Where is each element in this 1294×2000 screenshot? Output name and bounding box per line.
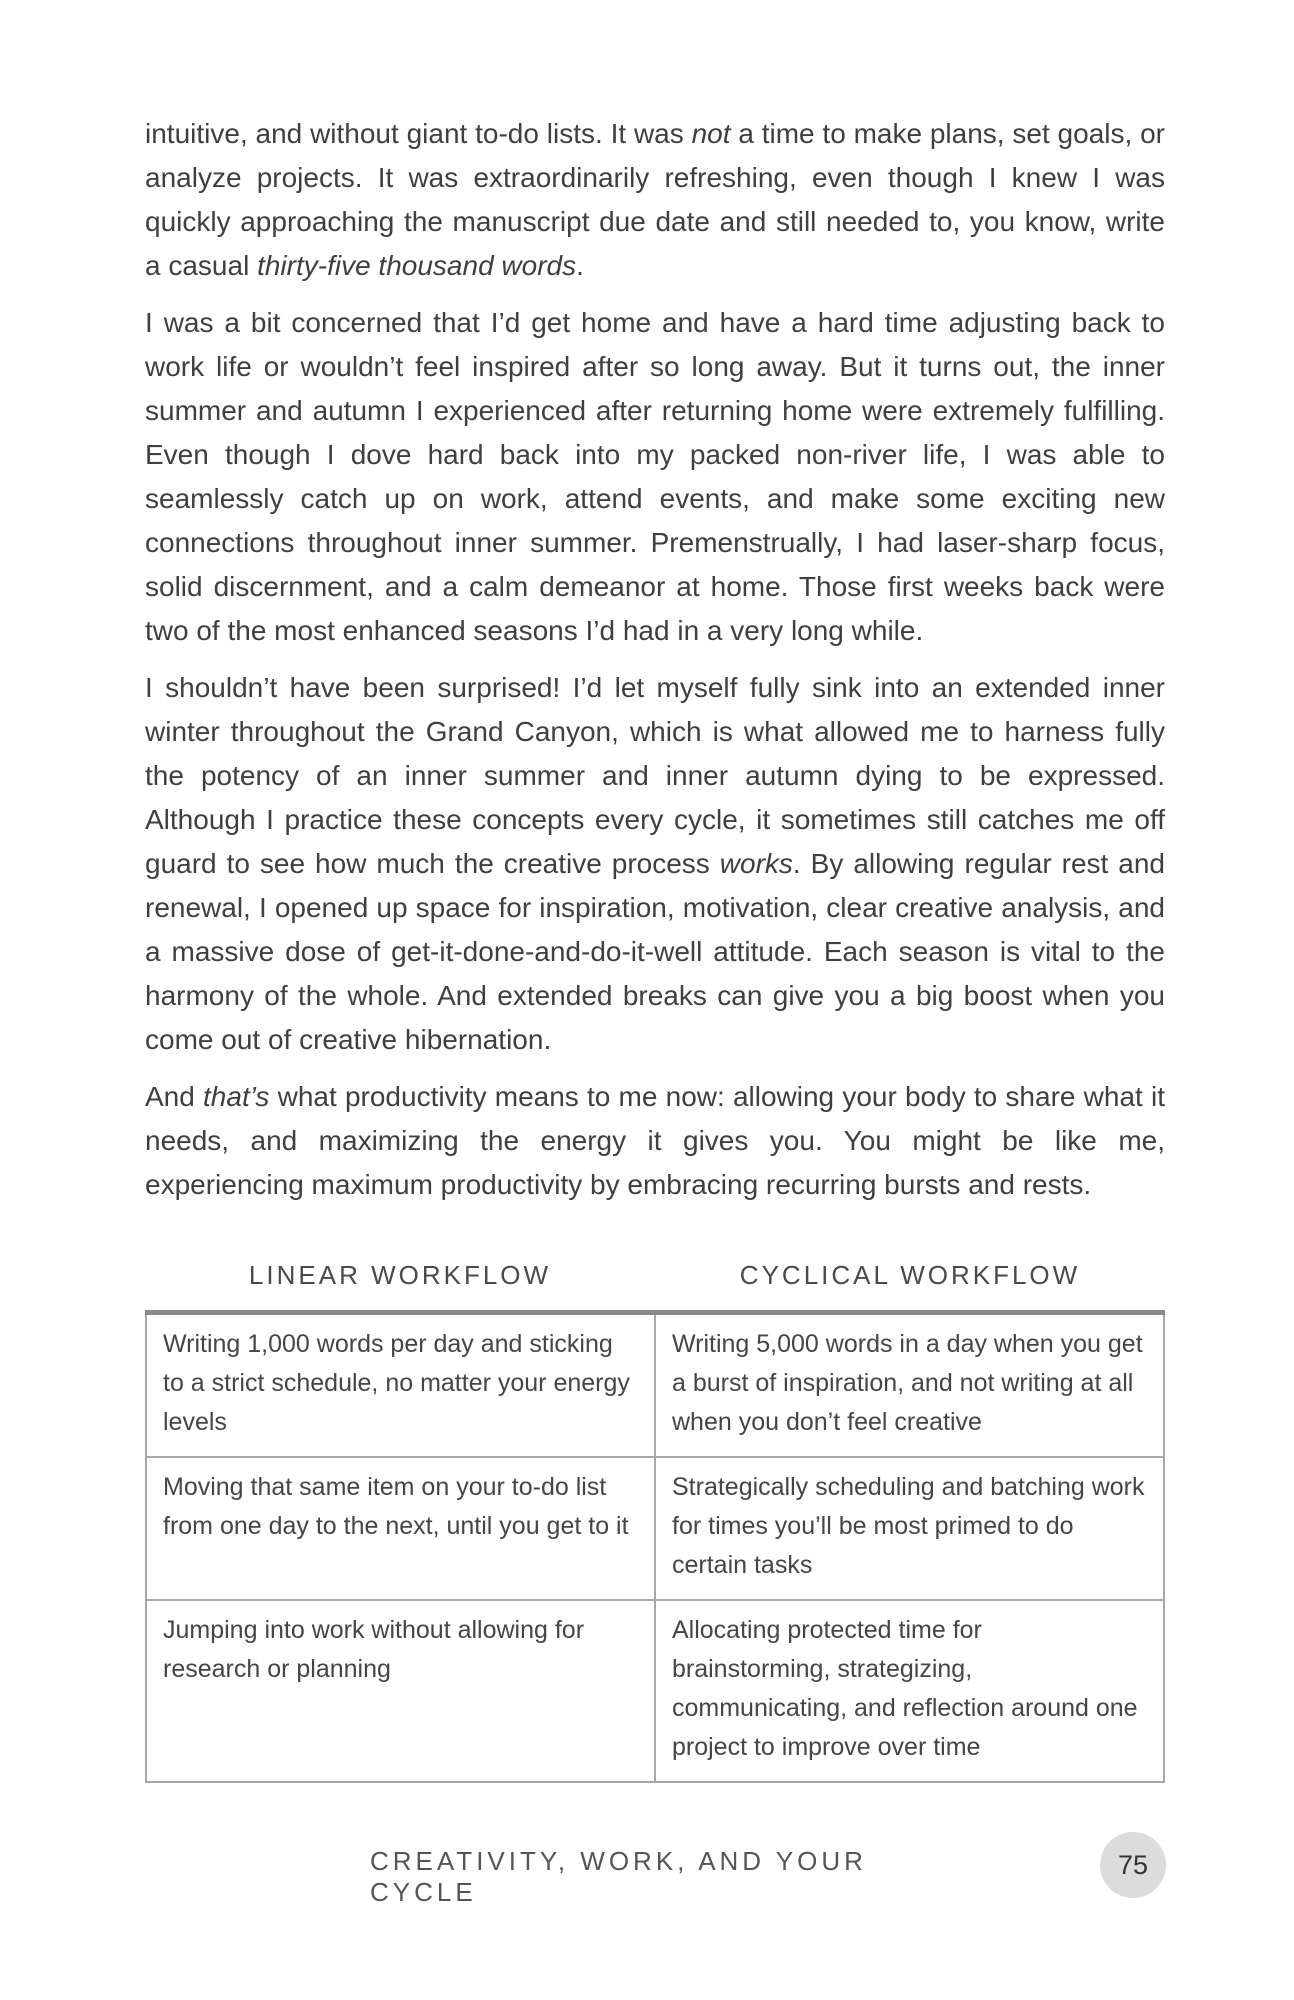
- paragraph-3-text-c: . By allowing regular rest and renewal, I opened up space for inspiration, motivation, clear creative analysis, and a massive dose of get-it-done-and-do-it-well attitude. Each season is vital to the harmony of the whole. And extended breaks can give you a big boost when you come out of creative hibernation.: [145, 848, 1165, 1055]
- paragraph-3-text-a: I shouldn’t have been surprised! I’d let myself fully sink into an extended inner winter throughout the Grand Canyon, which is what allowed me to harness fully the potency of an inner summer and inner autumn dying to be expressed. Although I practice these concepts every cycle, it sometimes still catches me off guard to see how much the creative process: [145, 672, 1165, 879]
- paragraph-1-text-e: .: [576, 250, 584, 281]
- table-row: [146, 1600, 1164, 1782]
- linear-cell: Moving that same item on your to-do list from one day to the next, until you get to it: [146, 1457, 655, 1600]
- table-row: [146, 1457, 1164, 1600]
- body-text: [145, 112, 1165, 1220]
- linear-cell: Jumping into work without allowing for research or planning: [146, 1600, 655, 1782]
- header-linear-workflow: LINEAR WORKFLOW: [248, 1259, 552, 1290]
- comparison-grid: [145, 1310, 1165, 1783]
- cyclical-cell: Allocating protected time for brainstorming, strategizing, communicating, and reflection around one project to improve over time: [655, 1600, 1164, 1782]
- linear-cell: Writing 1,000 words per day and sticking to a strict schedule, no matter your energy levels: [146, 1313, 655, 1458]
- page-number-badge: [1100, 1832, 1166, 1898]
- header-cyclical-workflow: CYCLICAL WORKFLOW: [739, 1259, 1081, 1290]
- table-header-row: [145, 1240, 1165, 1310]
- paragraph-2: I was a bit concerned that I’d get home and have a hard time adjusting back to work life or wouldn’t feel inspired after so long away. But it turns out, the inner summer and autumn I experienced after returning home were extremely fulfilling. Even though I dove hard back into my packed non-river life, I was able to seamlessly catch up on work, attend events, and make some exciting new connections throughout inner summer. Premenstrually, I had laser-sharp focus, solid discernment, and a calm demeanor at home. Those first weeks back were two of the most enhanced seasons I’d had in a very long while.: [145, 307, 1165, 646]
- paragraph-4-text-a: And: [145, 1081, 204, 1112]
- paragraph-1: [145, 112, 1165, 288]
- paragraph-4-text-c: what productivity means to me now: allowing your body to share what it needs, and maximizing the energy it gives you. You might be like me, experiencing maximum productivity by embracing recurring bursts and rests.: [145, 1081, 1165, 1200]
- workflow-comparison-table: [145, 1240, 1165, 1783]
- cyclical-cell: Strategically scheduling and batching work for times you’ll be most primed to do certain tasks: [655, 1457, 1164, 1600]
- page-number: 75: [1117, 1849, 1149, 1880]
- running-footer-title: CREATIVITY, WORK, AND YOUR CYCLE: [370, 1846, 867, 1907]
- paragraph-1-emphasis-words: thirty-five thousand words: [257, 250, 577, 281]
- paragraph-4: [145, 1075, 1165, 1207]
- paragraph-1-text-a: intuitive, and without giant to-do lists. It was: [145, 118, 692, 149]
- table-row: [146, 1313, 1164, 1458]
- cyclical-cell: Writing 5,000 words in a day when you get a burst of inspiration, and not writing at all when you don’t feel creative: [655, 1313, 1164, 1458]
- paragraph-3: [145, 666, 1165, 1062]
- paragraph-1-text-c: a time to make plans, set goals, or analyze projects. It was extraordinarily refreshing, even though I knew I was quickly approaching the manuscript due date and still needed to, you know, write a casual: [145, 118, 1165, 281]
- paragraph-1-emphasis-not: not: [691, 118, 731, 149]
- paragraph-3-emphasis-works: works: [719, 848, 793, 879]
- paragraph-4-emphasis-thats: that’s: [203, 1081, 270, 1112]
